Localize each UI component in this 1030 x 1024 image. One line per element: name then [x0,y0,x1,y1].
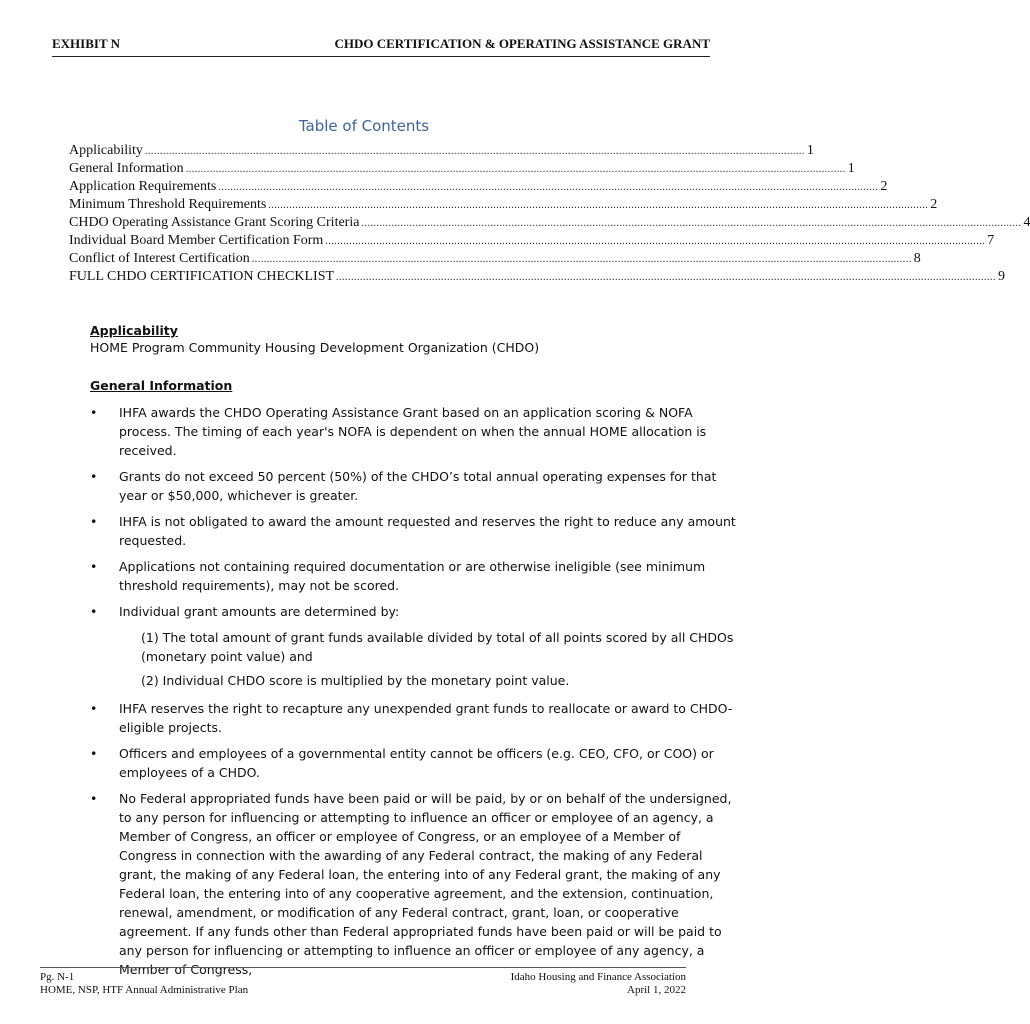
bullet-icon: • [90,701,98,716]
toc-entry-application-requirements[interactable] [69,178,888,196]
toc-entry-scoring-criteria[interactable] [69,214,1030,232]
document-title: CHDO CERTIFICATION & OPERATING ASSISTANCE GRANT [334,36,710,51]
bullet-icon: • [90,791,98,806]
list-item-text: No Federal appropriated funds have been paid or will be paid, by or on behalf of the undersigned, to any person for influencing or attempting to influence an officer or employee of an agency, a Member of Congress, an officer or employee of Congress, or an employee of a Member of Congress in connection with the awarding of any Federal contract, the making of any Federal grant, the making of any Federal loan, the entering into of any Federal grant, the making of any Federal loan, the entering into of any cooperative agreement, and the extension, continuation, renewal, amendment, or modification of any Federal contract, grant, loan, or cooperative agreement. If any funds other than Federal appropriated funds have been paid or will be paid to any person for influencing or attempting to influence an officer or employee of any agency, a Member of Congress, [119,791,732,977]
bullet-icon: • [90,469,98,484]
toc-leader-dots: ............................................................................................................................................................................................................................ [361,218,1022,229]
list-item-text: IHFA awards the CHDO Operating Assistance Grant based on an application scoring & NOFA process. The timing of each year's NOFA is dependent on when the annual HOME allocation is received. [119,405,707,458]
applicability-section [90,322,740,357]
toc-entry-title: Minimum Threshold Requirements [69,197,267,212]
exhibit-label: EXHIBIT N [52,36,121,51]
list-item [90,789,740,979]
bullet-icon: • [90,746,98,761]
organization-name: Idaho Housing and Finance Association [510,971,686,983]
bullet-icon: • [90,514,98,529]
toc-leader-dots: ............................................................................................................................................................................................................................ [336,272,997,283]
toc-entry-title: General Information [69,161,184,176]
general-information-section [90,377,740,394]
page-header [52,36,710,57]
toc-leader-dots: ............................................................................................................................................................................................................................ [251,254,912,265]
list-item [90,602,740,621]
toc-entry-title: Applicability [69,143,143,158]
list-item [90,403,740,460]
toc-entry-minimum-threshold[interactable] [69,196,938,214]
toc-entry-page: 1 [806,143,814,158]
list-item-text: Applications not containing required documentation or are otherwise ineligible (see minimum threshold requirements), may not be scored. [119,559,706,593]
bullet-icon: • [90,604,98,619]
toc-entry-applicability[interactable] [69,142,814,160]
toc-leader-dots: ............................................................................................................................................................................................................................ [325,236,986,247]
toc-leader-dots: ............................................................................................................................................................................................................................ [185,164,846,175]
toc-entry-title: Conflict of Interest Certification [69,251,250,266]
toc-entry-board-member-form[interactable] [69,232,995,250]
toc-entry-page: 2 [880,179,888,194]
page-number: Pg. N-1 [40,971,75,983]
applicability-text: HOME Program Community Housing Development Organization (CHDO) [90,340,540,355]
toc-entry-full-checklist[interactable] [69,268,1006,286]
sub-item: (2) Individual CHDO score is multiplied by the monetary point value. [141,673,570,688]
applicability-heading: Applicability [90,323,178,338]
toc-entry-page: 2 [930,197,938,212]
list-item [90,467,740,505]
toc-entry-title: Application Requirements [69,179,217,194]
list-item [90,557,740,595]
toc-entry-title: FULL CHDO CERTIFICATION CHECKLIST [69,269,335,284]
list-item [90,699,740,737]
toc-entry-page: 7 [987,233,995,248]
toc-entry-page: 1 [847,161,855,176]
document-date: April 1, 2022 [627,984,686,996]
toc-entry-page: 4 [1023,215,1030,230]
list-item-text: IHFA reserves the right to recapture any unexpended grant funds to reallocate or award to CHDO-eligible projects. [119,701,733,735]
list-item-text: IHFA is not obligated to award the amount requested and reserves the right to reduce any amount requested. [119,514,736,548]
footer-right [511,971,686,997]
list-item [90,512,740,550]
toc-entry-page: 9 [998,269,1006,284]
toc-entry-title: Individual Board Member Certification Form [69,233,324,248]
sub-item: (1) The total amount of grant funds available divided by total of all points scored by all CHDOs (monetary point value) and [141,630,734,664]
list-item [90,744,740,782]
toc-entry-general-information[interactable] [69,160,855,178]
list-item-text: Individual grant amounts are determined by: [119,604,400,619]
toc-entry-page: 8 [913,251,921,266]
page-footer [40,967,686,996]
toc-leader-dots: ............................................................................................................................................................................................................................ [144,146,805,157]
toc-entry-conflict-of-interest[interactable] [69,250,921,268]
toc-entry-title: CHDO Operating Assistance Grant Scoring Criteria [69,215,360,230]
toc-leader-dots: ............................................................................................................................................................................................................................ [268,200,929,211]
footer-left [40,971,248,997]
list-item-text: Grants do not exceed 50 percent (50%) of the CHDO’s total annual operating expenses for that year or $50,000, whichever is greater. [119,469,717,503]
table-of-contents [69,142,1030,286]
bullet-icon: • [90,405,98,420]
list-item-text: Officers and employees of a governmental entity cannot be officers (e.g. CEO, CFO, or COO) or employees of a CHDO. [119,746,714,780]
plan-name: HOME, NSP, HTF Annual Administrative Plan [40,984,249,996]
general-information-heading: General Information [90,378,233,393]
general-information-list [90,403,740,986]
bullet-icon: • [90,559,98,574]
toc-title: Table of Contents [298,117,430,135]
toc-leader-dots: ............................................................................................................................................................................................................................ [218,182,879,193]
